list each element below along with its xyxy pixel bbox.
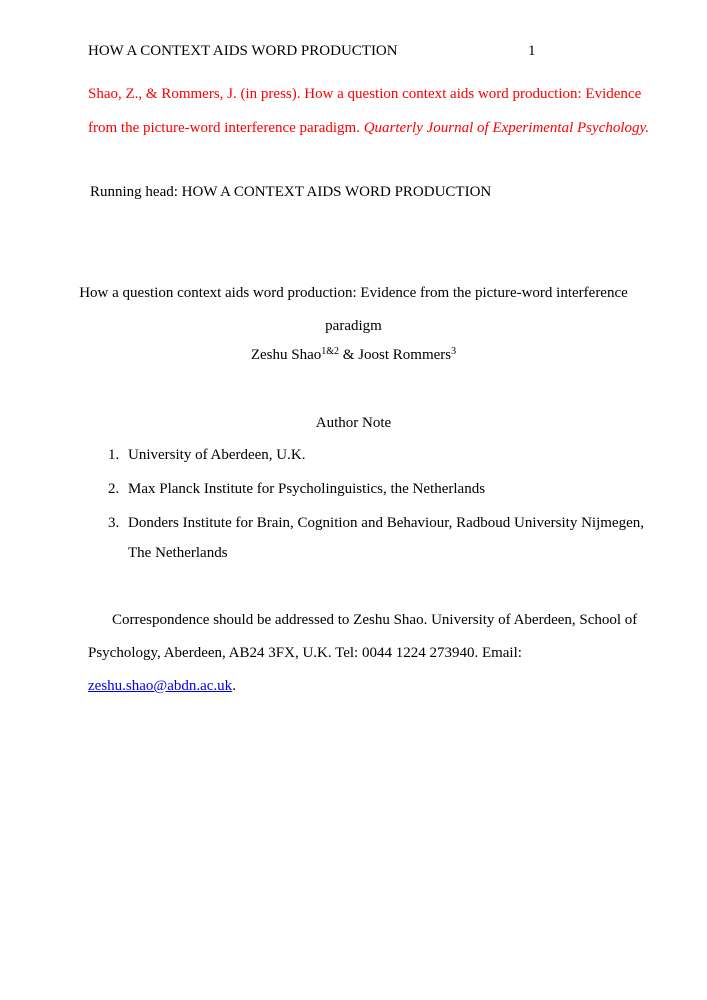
correspondence-line-2: Psychology, Aberdeen, AB24 3FX, U.K. Tel: 0044 1224 273940. Email:	[88, 645, 522, 661]
page-number: 1	[528, 43, 536, 59]
affiliation-1-text: University of Aberdeen, U.K.	[128, 447, 306, 463]
affiliation-3-number: 3.	[108, 515, 120, 531]
correspondence-line-1: Correspondence should be addressed to Zeshu Shao. University of Aberdeen, School of	[112, 612, 638, 628]
citation-text-1: Shao, Z., & Rommers, J. (in press). How a question context aids word production: Evidence	[88, 86, 642, 102]
author-line	[0, 347, 707, 364]
correspondence-line-3	[88, 678, 236, 695]
running-header-title: HOW A CONTEXT AIDS WORD PRODUCTION	[88, 43, 398, 59]
email-link[interactable]: zeshu.shao@abdn.ac.uk	[88, 678, 233, 694]
citation-journal: Quarterly Journal of Experimental Psychology.	[363, 120, 650, 136]
paper-title-line-2: paradigm	[325, 318, 382, 334]
affiliation-3-text: Donders Institute for Brain, Cognition and Behaviour, Radboud University Nijmegen,	[128, 515, 644, 531]
affiliation-3-continuation: The Netherlands	[128, 545, 228, 561]
citation-line-1	[88, 86, 641, 103]
citation-line-2	[88, 120, 649, 137]
affiliation-2-text: Max Planck Institute for Psycholinguistics, the Netherlands	[128, 481, 486, 497]
author-2-affiliation: 3	[451, 346, 457, 357]
author-1-name: Zeshu Shao	[250, 347, 322, 363]
affiliation-2-number: 2.	[108, 481, 120, 497]
citation-text-2: from the picture-word interference paradigm.	[88, 120, 364, 136]
running-head: Running head: HOW A CONTEXT AIDS WORD PRODUCTION	[90, 184, 492, 200]
author-2-name: & Joost Rommers	[339, 347, 452, 363]
paper-title-line-1: How a question context aids word production: Evidence from the picture-word interference	[79, 285, 628, 301]
author-1-affiliation: 1&2	[321, 346, 340, 357]
correspondence-trailing: .	[232, 678, 236, 694]
affiliation-1-number: 1.	[108, 447, 120, 463]
author-note-heading: Author Note	[315, 415, 392, 431]
